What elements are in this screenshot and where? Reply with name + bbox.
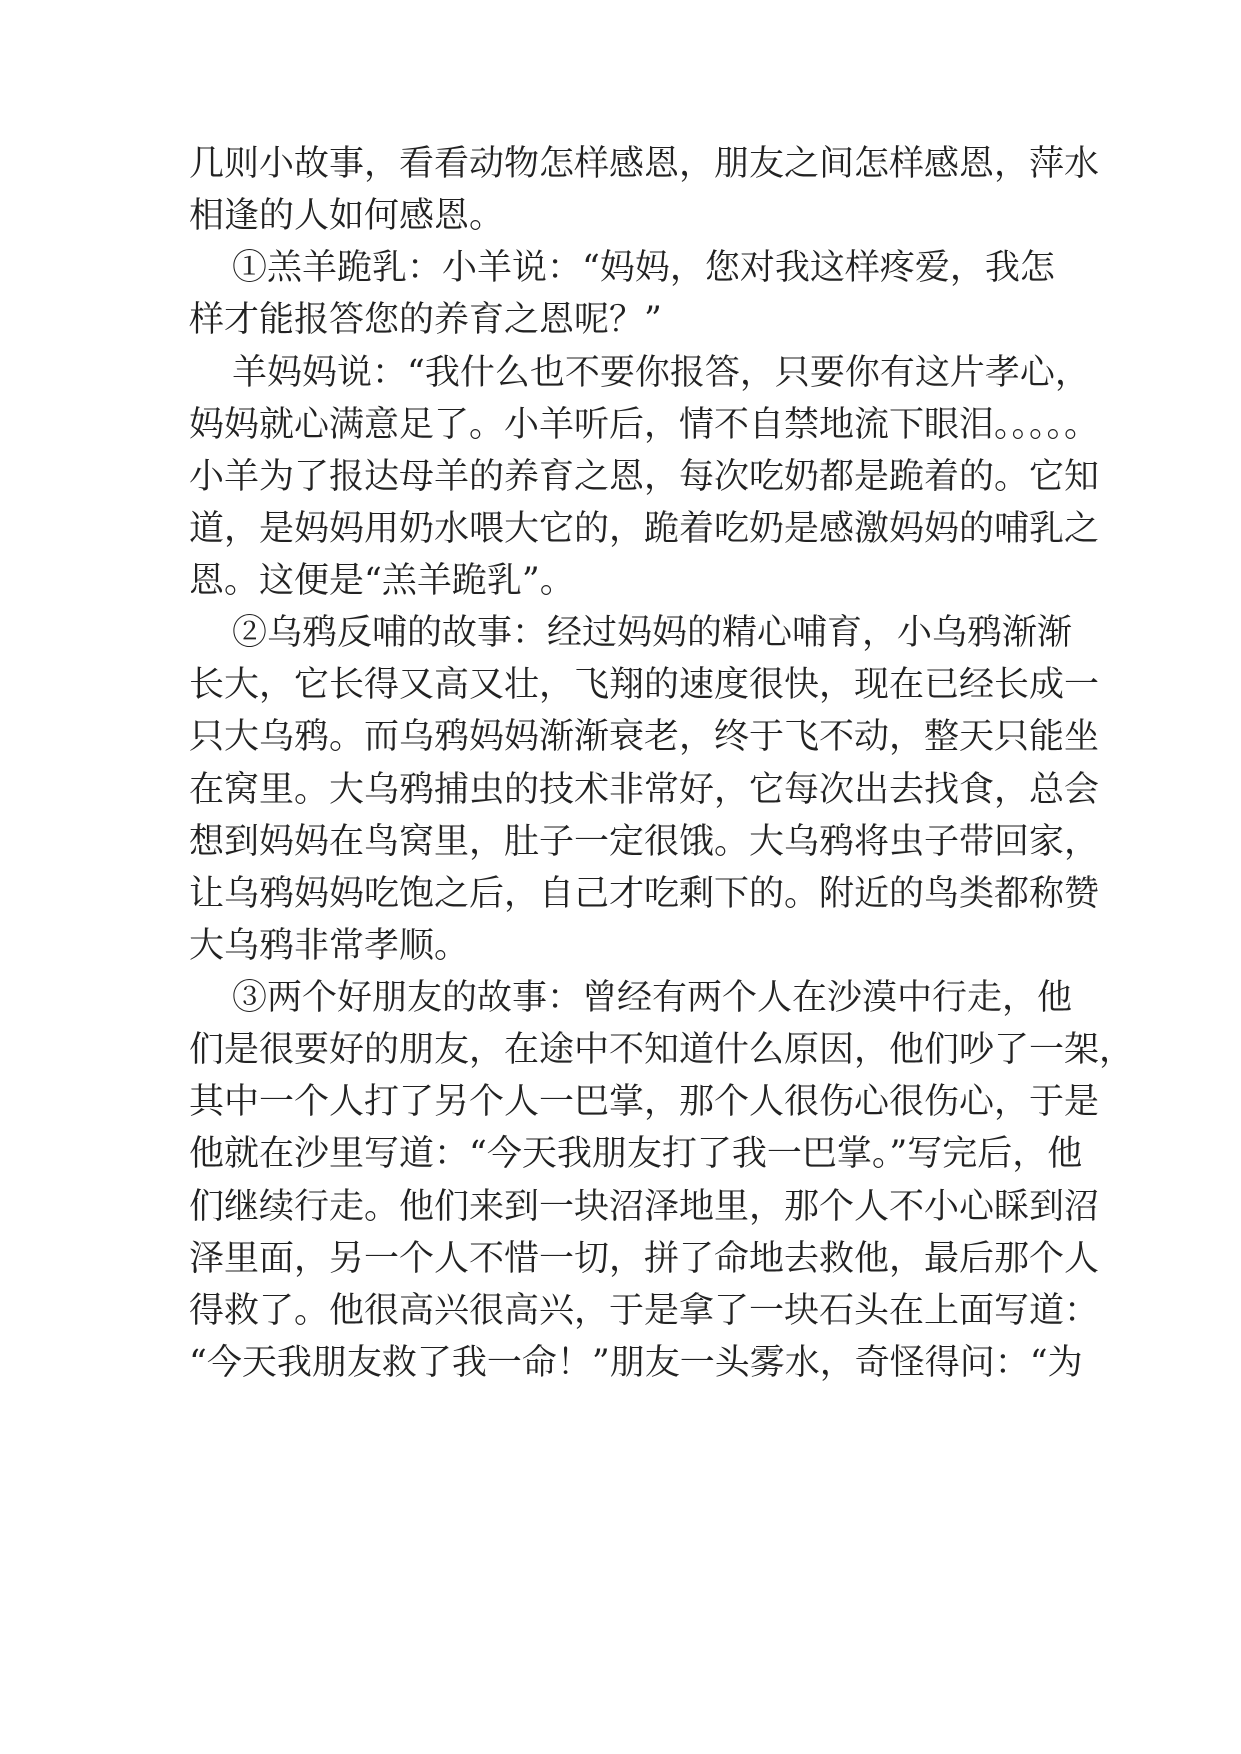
paragraph-first-line: ②乌鸦反哺的故事：经过妈妈的精心哺育，小乌鸦渐渐 (232, 613, 1073, 653)
text-line: 只大乌鸦。而乌鸦妈妈渐渐衰老，终于飞不动，整天只能坐 (189, 717, 1100, 757)
text-line: 得救了。他很高兴很高兴，于是拿了一块石头在上面写道： (189, 1291, 1100, 1331)
text-line: 恩。这便是“羔羊跪乳”。 (189, 561, 575, 601)
text-line: 长大，它长得又高又壮，飞翔的速度很快，现在已经长成一 (189, 665, 1100, 705)
paragraph-first-line: 羊妈妈说：“我什么也不要你报答，只要你有这片孝心， (232, 353, 1090, 393)
paragraph-first-line: ①羔羊跪乳：小羊说：“妈妈，您对我这样疼爱，我怎 (232, 248, 1055, 288)
text-line: 在窝里。大乌鸦捕虫的技术非常好，它每次出去找食，总会 (189, 770, 1100, 810)
text-line: 相逢的人如何感恩。 (189, 196, 505, 236)
text-line: 们继续行走。他们来到一块沼泽地里，那个人不小心睬到沼 (189, 1187, 1100, 1227)
text-line: 道，是妈妈用奶水喂大它的，跪着吃奶是感激妈妈的哺乳之 (189, 509, 1100, 549)
text-line: 们是很要好的朋友，在途中不知道什么原因，他们吵了一架， (189, 1030, 1135, 1070)
text-line: 他就在沙里写道：“今天我朋友打了我一巴掌。”写完后，他 (189, 1134, 1083, 1174)
text-line: 样才能报答您的养育之恩呢？” (189, 300, 662, 340)
text-line: 其中一个人打了另个人一巴掌，那个人很伤心很伤心，于是 (189, 1082, 1100, 1122)
text-line: 几则小故事，看看动物怎样感恩，朋友之间怎样感恩，萍水 (189, 144, 1100, 184)
text-line: 妈妈就心满意足了。小羊听后，情不自禁地流下眼泪。。。。。 (189, 405, 1100, 445)
text-line: 泽里面，另一个人不惜一切，拼了命地去救他，最后那个人 (189, 1239, 1100, 1279)
text-line: 大乌鸦非常孝顺。 (189, 926, 470, 966)
paragraph-first-line: ③两个好朋友的故事：曾经有两个人在沙漠中行走，他 (232, 978, 1073, 1018)
text-line: 小羊为了报达母羊的养育之恩，每次吃奶都是跪着的。它知 (189, 457, 1100, 497)
text-line: “今天我朋友救了我一命！”朋友一头雾水，奇怪得问：“为 (189, 1343, 1083, 1383)
text-line: 让乌鸦妈妈吃饱之后，自己才吃剩下的。附近的鸟类都称赞 (189, 874, 1100, 914)
text-line: 想到妈妈在鸟窝里，肚子一定很饿。大乌鸦将虫子带回家， (189, 822, 1100, 862)
